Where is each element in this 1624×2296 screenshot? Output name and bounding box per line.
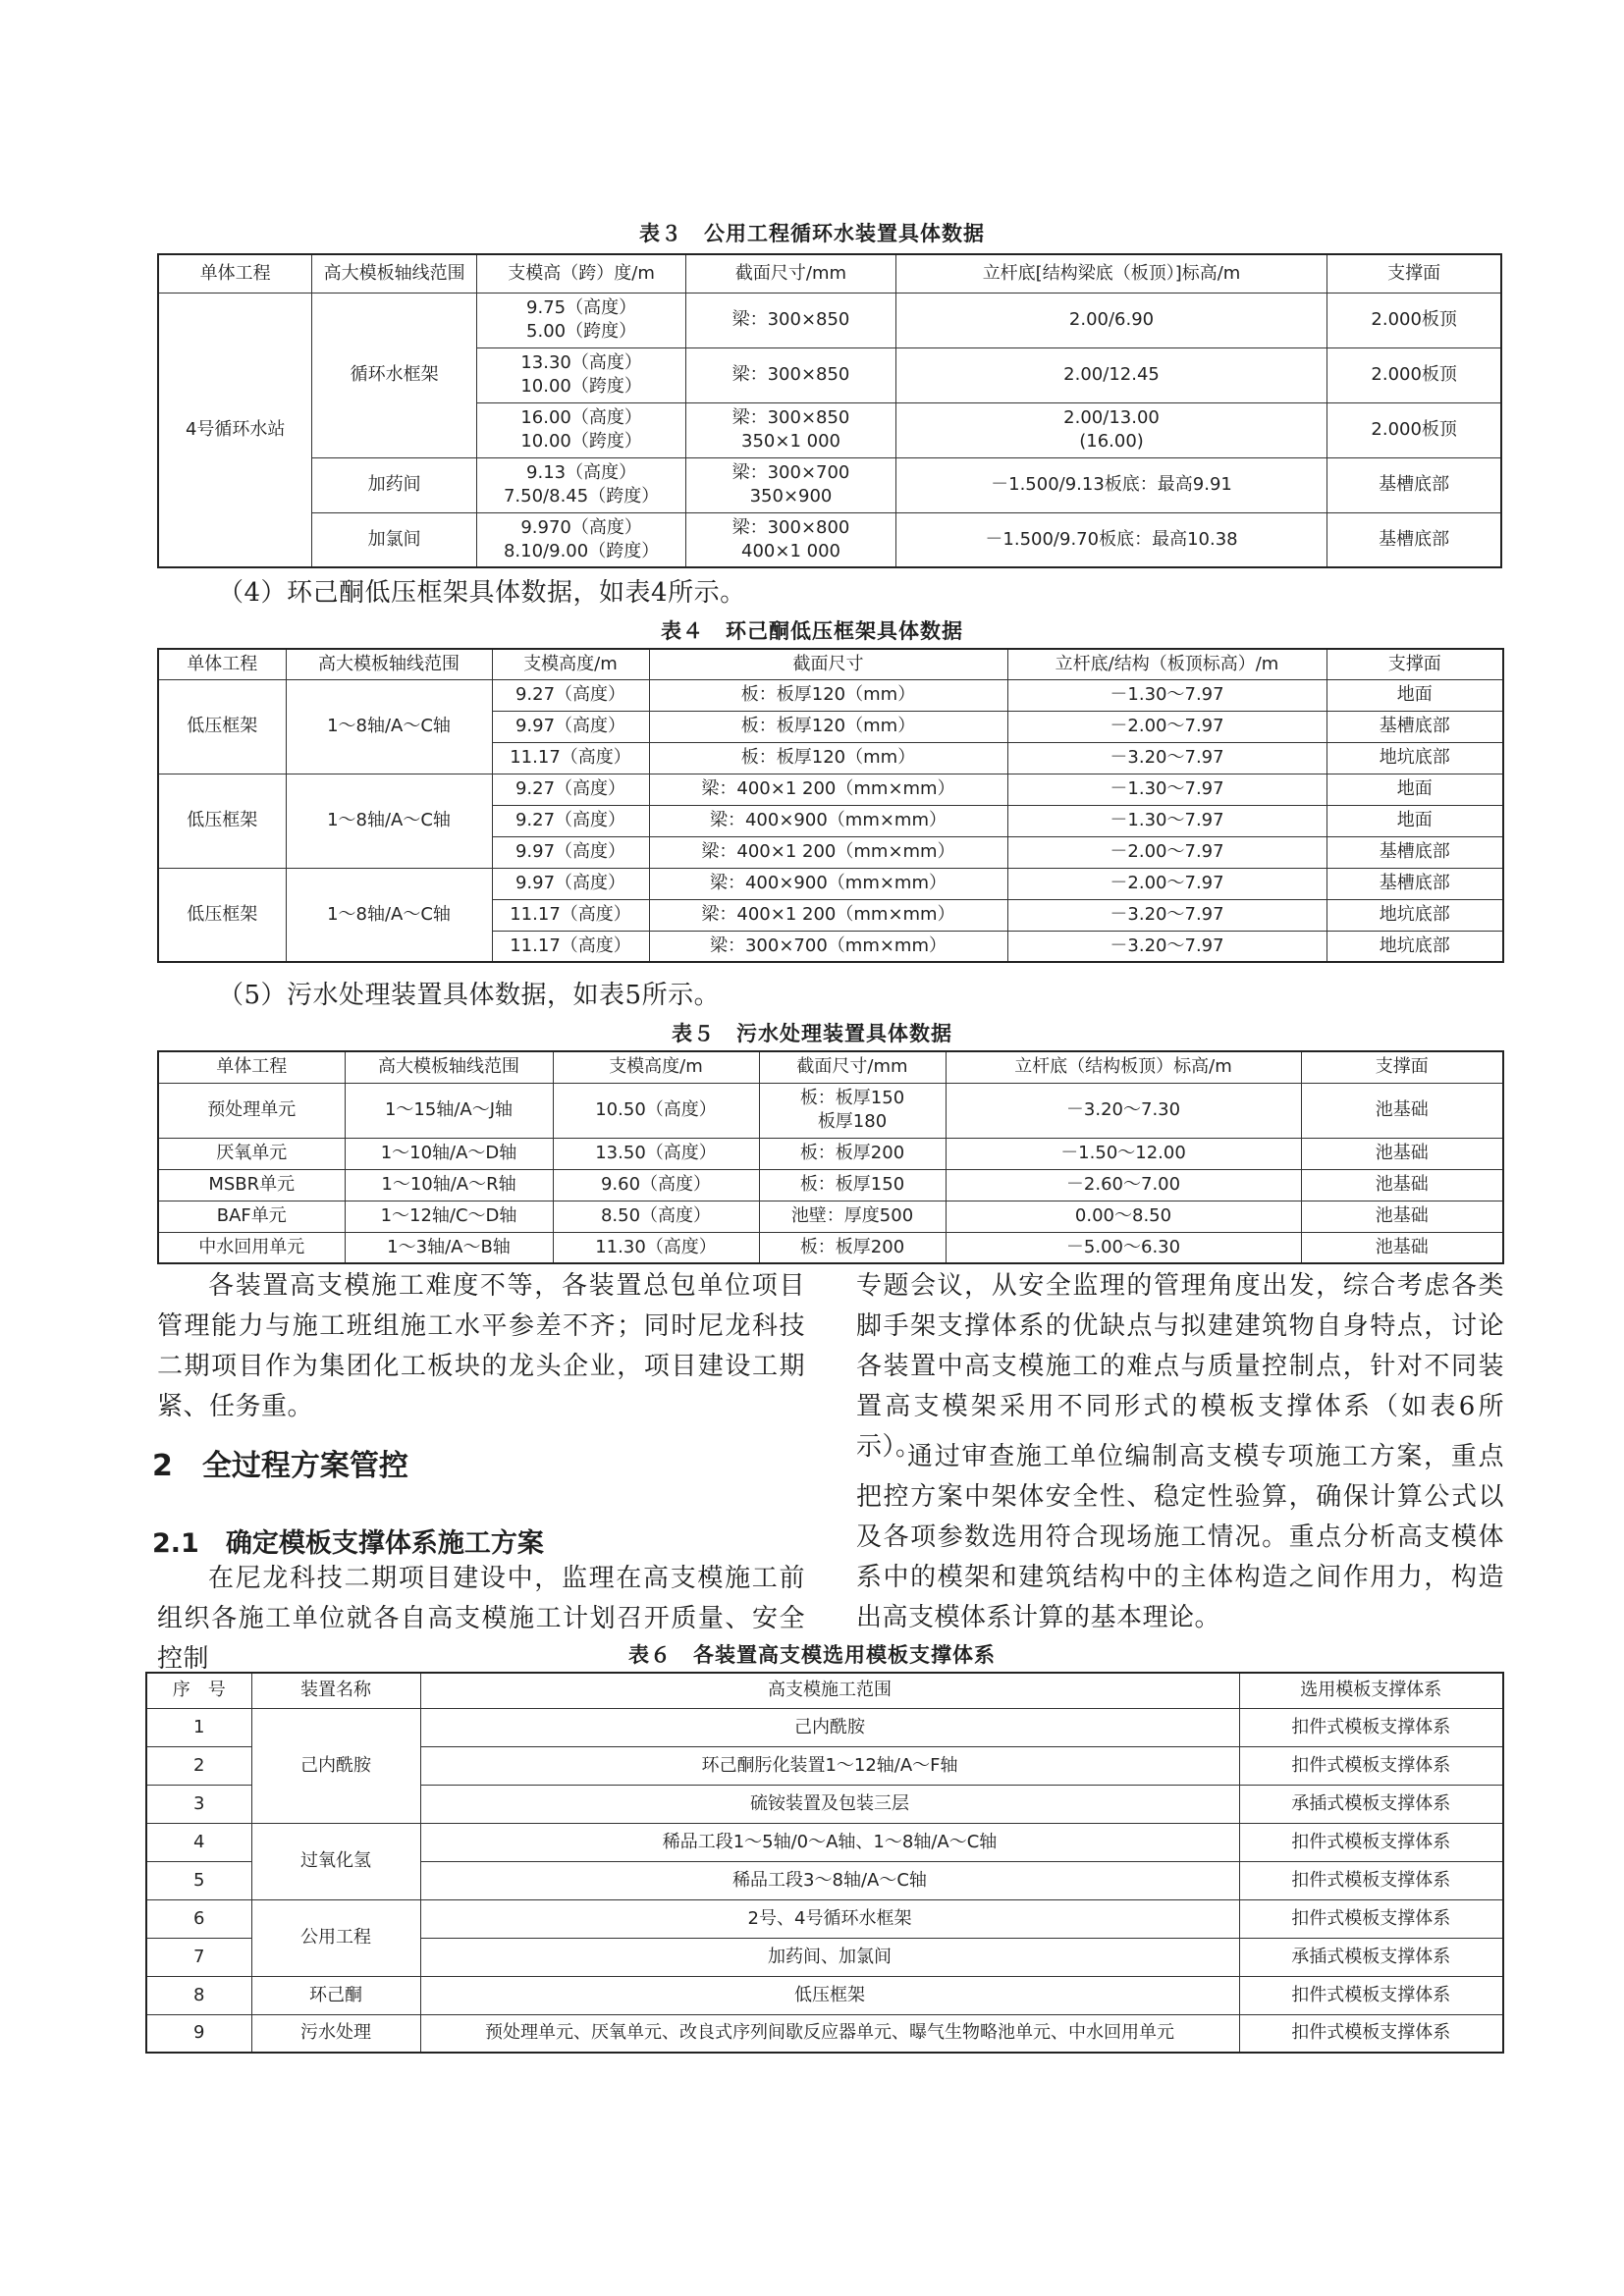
table6-no: 4	[146, 1823, 251, 1861]
table6-scope: 环己酮肟化装置1～12轴/A～F轴	[420, 1746, 1239, 1785]
table3-support: 2.000板顶	[1327, 347, 1501, 402]
table5-height: 11.30（高度）	[553, 1232, 759, 1263]
table6-header: 高支模施工范围	[420, 1673, 1239, 1708]
table5-unit: MSBR单元	[158, 1169, 345, 1201]
table4-section: 梁：400×900（mm×mm）	[649, 868, 1007, 899]
table4-header-row	[158, 649, 1503, 679]
table5-support: 池基础	[1301, 1201, 1503, 1232]
table-row	[158, 293, 1501, 347]
table-row	[146, 1708, 1503, 1746]
table5-height: 13.50（高度）	[553, 1138, 759, 1169]
table5-range: 1～15轴/A～J轴	[345, 1083, 553, 1138]
table3-height: 9.970（高度） 8.10/9.00（跨度）	[476, 512, 685, 567]
table5-elev: －5.00～6.30	[946, 1232, 1301, 1263]
table3-section: 梁：300×850	[686, 293, 895, 347]
table3-header: 单体工程	[158, 254, 312, 293]
table4-support: 地面	[1326, 805, 1503, 836]
table4-section: 梁：400×1 200（mm×mm）	[649, 836, 1007, 868]
table6-scope: 预处理单元、厌氧单元、改良式序列间歇反应器单元、曝气生物略池单元、中水回用单元	[420, 2014, 1239, 2053]
table4-elev: －2.00～7.97	[1007, 836, 1326, 868]
table3-support: 基槽底部	[1327, 512, 1501, 567]
table6-header: 选用模板支撑体系	[1239, 1673, 1503, 1708]
table-row	[158, 679, 1503, 711]
table3-section: 梁：300×850	[686, 347, 895, 402]
table5-range: 1～10轴/A～D轴	[345, 1138, 553, 1169]
table3-caption: 表３ 公用工程循环水装置具体数据	[639, 222, 985, 245]
table5-unit: 厌氧单元	[158, 1138, 345, 1169]
table5-range: 1～3轴/A～B轴	[345, 1232, 553, 1263]
table4-elev: －1.30～7.97	[1007, 679, 1326, 711]
table-row	[146, 1976, 1503, 2014]
table3-height: 9.75（高度） 5.00（跨度）	[476, 293, 685, 347]
table4-section: 梁：400×1 200（mm×mm）	[649, 774, 1007, 805]
table3-support: 2.000板顶	[1327, 293, 1501, 347]
table3-elev: 2.00/6.90	[895, 293, 1327, 347]
table5-unit: 中水回用单元	[158, 1232, 345, 1263]
table3-header: 高大模板轴线范围	[312, 254, 477, 293]
table5-header-row	[158, 1051, 1503, 1083]
table5-caption: 表５ 污水处理装置具体数据	[672, 1022, 952, 1045]
table6-scope: 稀品工段1～5轴/0～A轴、1～8轴/A～C轴	[420, 1823, 1239, 1861]
table4-height: 9.97（高度）	[492, 836, 649, 868]
table5-header: 截面尺寸/mm	[759, 1051, 946, 1083]
table4-section: 板：板厚120（mm）	[649, 679, 1007, 711]
table6-no: 7	[146, 1938, 251, 1976]
table4-height: 9.97（高度）	[492, 711, 649, 742]
table4-height: 11.17（高度）	[492, 899, 649, 931]
table4-height: 11.17（高度）	[492, 742, 649, 774]
table4-section: 梁：400×1 200（mm×mm）	[649, 899, 1007, 931]
table6-device: 己内酰胺	[251, 1708, 420, 1823]
table4-elev: －2.00～7.97	[1007, 868, 1326, 899]
section-heading: 2 全过程方案管控	[152, 1449, 408, 1483]
table4-height: 11.17（高度）	[492, 931, 649, 962]
table6-header: 序 号	[146, 1673, 251, 1708]
table6-no: 2	[146, 1746, 251, 1785]
table4-height: 9.27（高度）	[492, 774, 649, 805]
table6-device: 环己酮	[251, 1976, 420, 2014]
table5-support: 池基础	[1301, 1083, 1503, 1138]
table6-scope: 硫铵装置及包装三层	[420, 1785, 1239, 1823]
table4-range: 1～8轴/A～C轴	[286, 868, 492, 962]
table3-section: 梁：300×700 350×900	[686, 457, 895, 512]
table4-elev: －3.20～7.97	[1007, 899, 1326, 931]
table4-elev: －1.30～7.97	[1007, 774, 1326, 805]
table5-support: 池基础	[1301, 1232, 1503, 1263]
table5-elev: 0.00～8.50	[946, 1201, 1301, 1232]
table6-system: 扣件式模板支撑体系	[1239, 1823, 1503, 1861]
table4-unit: 低压框架	[158, 679, 286, 774]
table5-section: 池壁：厚度500	[759, 1201, 946, 1232]
table6-no: 8	[146, 1976, 251, 2014]
paragraph-table5-intro: （5）污水处理装置具体数据，如表5所示。	[218, 981, 721, 1010]
table5-range: 1～10轴/A～R轴	[345, 1169, 553, 1201]
table4-support: 基槽底部	[1326, 836, 1503, 868]
subsection-heading: 2.1 确定模板支撑体系施工方案	[152, 1528, 544, 1559]
table4	[157, 648, 1504, 963]
table3-height: 13.30（高度） 10.00（跨度）	[476, 347, 685, 402]
table4-support: 地坑底部	[1326, 899, 1503, 931]
table-row	[158, 1232, 1503, 1263]
table5-header: 支模高度/m	[553, 1051, 759, 1083]
table3-support: 2.000板顶	[1327, 402, 1501, 457]
table5-support: 池基础	[1301, 1138, 1503, 1169]
table6-no: 3	[146, 1785, 251, 1823]
table4-section: 板：板厚120（mm）	[649, 742, 1007, 774]
table4-elev: －3.20～7.97	[1007, 931, 1326, 962]
table3-header-row	[158, 254, 1501, 293]
table4-unit: 低压框架	[158, 868, 286, 962]
table-row	[158, 1083, 1503, 1138]
table6-scope: 低压框架	[420, 1976, 1239, 2014]
table6-system: 扣件式模板支撑体系	[1239, 1708, 1503, 1746]
table5-unit: BAF单元	[158, 1201, 345, 1232]
table5	[157, 1050, 1504, 1264]
table6-no: 1	[146, 1708, 251, 1746]
table5-height: 8.50（高度）	[553, 1201, 759, 1232]
table5-section: 板：板厚200	[759, 1232, 946, 1263]
table-row	[158, 512, 1501, 567]
table6-system: 扣件式模板支撑体系	[1239, 1861, 1503, 1899]
table6-system: 扣件式模板支撑体系	[1239, 1746, 1503, 1785]
table4-header: 截面尺寸	[649, 649, 1007, 679]
table6-system: 承插式模板支撑体系	[1239, 1938, 1503, 1976]
table6-system: 承插式模板支撑体系	[1239, 1785, 1503, 1823]
table3-section: 梁：300×800 400×1 000	[686, 512, 895, 567]
table6-device: 过氧化氢	[251, 1823, 420, 1899]
table3-elev: 2.00/13.00 (16.00)	[895, 402, 1327, 457]
table-row	[158, 1169, 1503, 1201]
table4-support: 地坑底部	[1326, 742, 1503, 774]
table6	[145, 1672, 1504, 2054]
table6-system: 扣件式模板支撑体系	[1239, 2014, 1503, 2053]
table5-elev: －3.20～7.30	[946, 1083, 1301, 1138]
table-row	[158, 1201, 1503, 1232]
table4-header: 支模高度/m	[492, 649, 649, 679]
table4-range: 1～8轴/A～C轴	[286, 774, 492, 868]
table5-height: 10.50（高度）	[553, 1083, 759, 1138]
table4-header: 支撑面	[1326, 649, 1503, 679]
table3-range: 循环水框架	[312, 293, 477, 457]
table4-header: 单体工程	[158, 649, 286, 679]
table6-scope: 加药间、加氯间	[420, 1938, 1239, 1976]
table3-range: 加药间	[312, 457, 477, 512]
table5-height: 9.60（高度）	[553, 1169, 759, 1201]
table4-section: 梁：300×700（mm×mm）	[649, 931, 1007, 962]
table4-support: 基槽底部	[1326, 868, 1503, 899]
table5-section: 板：板厚150	[759, 1169, 946, 1201]
table3-range: 加氯间	[312, 512, 477, 567]
table6-device: 污水处理	[251, 2014, 420, 2053]
table-row	[146, 1899, 1503, 1938]
table3-height: 16.00（高度） 10.00（跨度）	[476, 402, 685, 457]
table4-header: 立杆底/结构（板顶标高）/m	[1007, 649, 1326, 679]
body-paragraph-right-1: 专题会议，从安全监理的管理角度出发，综合考虑各类脚手架支撑体系的优缺点与拟建建筑物自身特点，讨论各装置中高支模施工的难点与质量控制点，针对不同装置高支模架采用不同形式的模板支撑体系（如表6所示）。	[856, 1271, 1504, 1462]
body-paragraph-right-2: 通过审查施工单位编制高支模专项施工方案，重点把控方案中架体安全性、稳定性验算，确保计算公式以及各项参数选用符合现场施工情况。重点分析高支模体系中的模架和建筑结构中的主体构造之间作用力，构造出高支模体系计算的基本理论。	[856, 1442, 1504, 1632]
table5-support: 池基础	[1301, 1169, 1503, 1201]
table6-device: 公用工程	[251, 1899, 420, 1976]
table6-no: 5	[146, 1861, 251, 1899]
table3-elev: 2.00/12.45	[895, 347, 1327, 402]
table4-header: 高大模板轴线范围	[286, 649, 492, 679]
table5-header: 高大模板轴线范围	[345, 1051, 553, 1083]
table4-height: 9.27（高度）	[492, 805, 649, 836]
table-row	[158, 1138, 1503, 1169]
table6-scope: 2号、4号循环水框架	[420, 1899, 1239, 1938]
table4-elev: －1.30～7.97	[1007, 805, 1326, 836]
table5-section: 板：板厚150 板厚180	[759, 1083, 946, 1138]
table5-header: 支撑面	[1301, 1051, 1503, 1083]
table4-elev: －2.00～7.97	[1007, 711, 1326, 742]
table3-header: 支撑面	[1327, 254, 1501, 293]
table-row	[158, 868, 1503, 899]
table4-unit: 低压框架	[158, 774, 286, 868]
table5-header: 立杆底（结构板顶）标高/m	[946, 1051, 1301, 1083]
table-row	[146, 2014, 1503, 2053]
table-row	[158, 774, 1503, 805]
table4-support: 基槽底部	[1326, 711, 1503, 742]
table4-section: 梁：400×900（mm×mm）	[649, 805, 1007, 836]
table5-range: 1～12轴/C～D轴	[345, 1201, 553, 1232]
table4-height: 9.27（高度）	[492, 679, 649, 711]
table6-header-row	[146, 1673, 1503, 1708]
body-paragraph-left-1: 各装置高支模施工难度不等，各装置总包单位项目管理能力与施工班组施工水平参差不齐；同时尼龙科技二期项目作为集团化工板块的龙头企业，项目建设工期紧、任务重。	[157, 1271, 805, 1421]
table4-support: 地坑底部	[1326, 931, 1503, 962]
paragraph-table4-intro: （4）环己酮低压框架具体数据，如表4所示。	[218, 578, 746, 608]
body-paragraph-left-2: 在尼龙科技二期项目建设中，监理在高支模施工前组织各施工单位就各自高支模施工计划召开质量、安全控制	[157, 1564, 805, 1674]
table5-header: 单体工程	[158, 1051, 345, 1083]
table6-header: 装置名称	[251, 1673, 420, 1708]
table5-unit: 预处理单元	[158, 1083, 345, 1138]
table6-no: 9	[146, 2014, 251, 2053]
table-row	[158, 457, 1501, 512]
table4-support: 地面	[1326, 774, 1503, 805]
table3-station: 4号循环水站	[158, 293, 312, 567]
table6-system: 扣件式模板支撑体系	[1239, 1976, 1503, 2014]
table5-elev: －2.60～7.00	[946, 1169, 1301, 1201]
table3-header: 立杆底[结构梁底（板顶）]标高/m	[895, 254, 1327, 293]
table3-elev: －1.500/9.13板底：最高9.91	[895, 457, 1327, 512]
table6-no: 6	[146, 1899, 251, 1938]
table4-section: 板：板厚120（mm）	[649, 711, 1007, 742]
table4-height: 9.97（高度）	[492, 868, 649, 899]
table6-scope: 己内酰胺	[420, 1708, 1239, 1746]
table4-range: 1～8轴/A～C轴	[286, 679, 492, 774]
table6-scope: 稀品工段3～8轴/A～C轴	[420, 1861, 1239, 1899]
table3-support: 基槽底部	[1327, 457, 1501, 512]
table4-caption: 表４ 环己酮低压框架具体数据	[661, 619, 963, 643]
table4-elev: －3.20～7.97	[1007, 742, 1326, 774]
table3-elev: －1.500/9.70板底：最高10.38	[895, 512, 1327, 567]
table3-height: 9.13（高度） 7.50/8.45（跨度）	[476, 457, 685, 512]
table-row	[146, 1823, 1503, 1861]
table3-header: 截面尺寸/mm	[686, 254, 895, 293]
table4-support: 地面	[1326, 679, 1503, 711]
table3-section: 梁：300×850 350×1 000	[686, 402, 895, 457]
table3	[157, 253, 1502, 568]
table6-system: 扣件式模板支撑体系	[1239, 1899, 1503, 1938]
table6-caption: 表６ 各装置高支模选用模板支撑体系	[628, 1643, 996, 1667]
table5-elev: －1.50～12.00	[946, 1138, 1301, 1169]
table5-section: 板：板厚200	[759, 1138, 946, 1169]
table3-header: 支模高（跨）度/m	[476, 254, 685, 293]
